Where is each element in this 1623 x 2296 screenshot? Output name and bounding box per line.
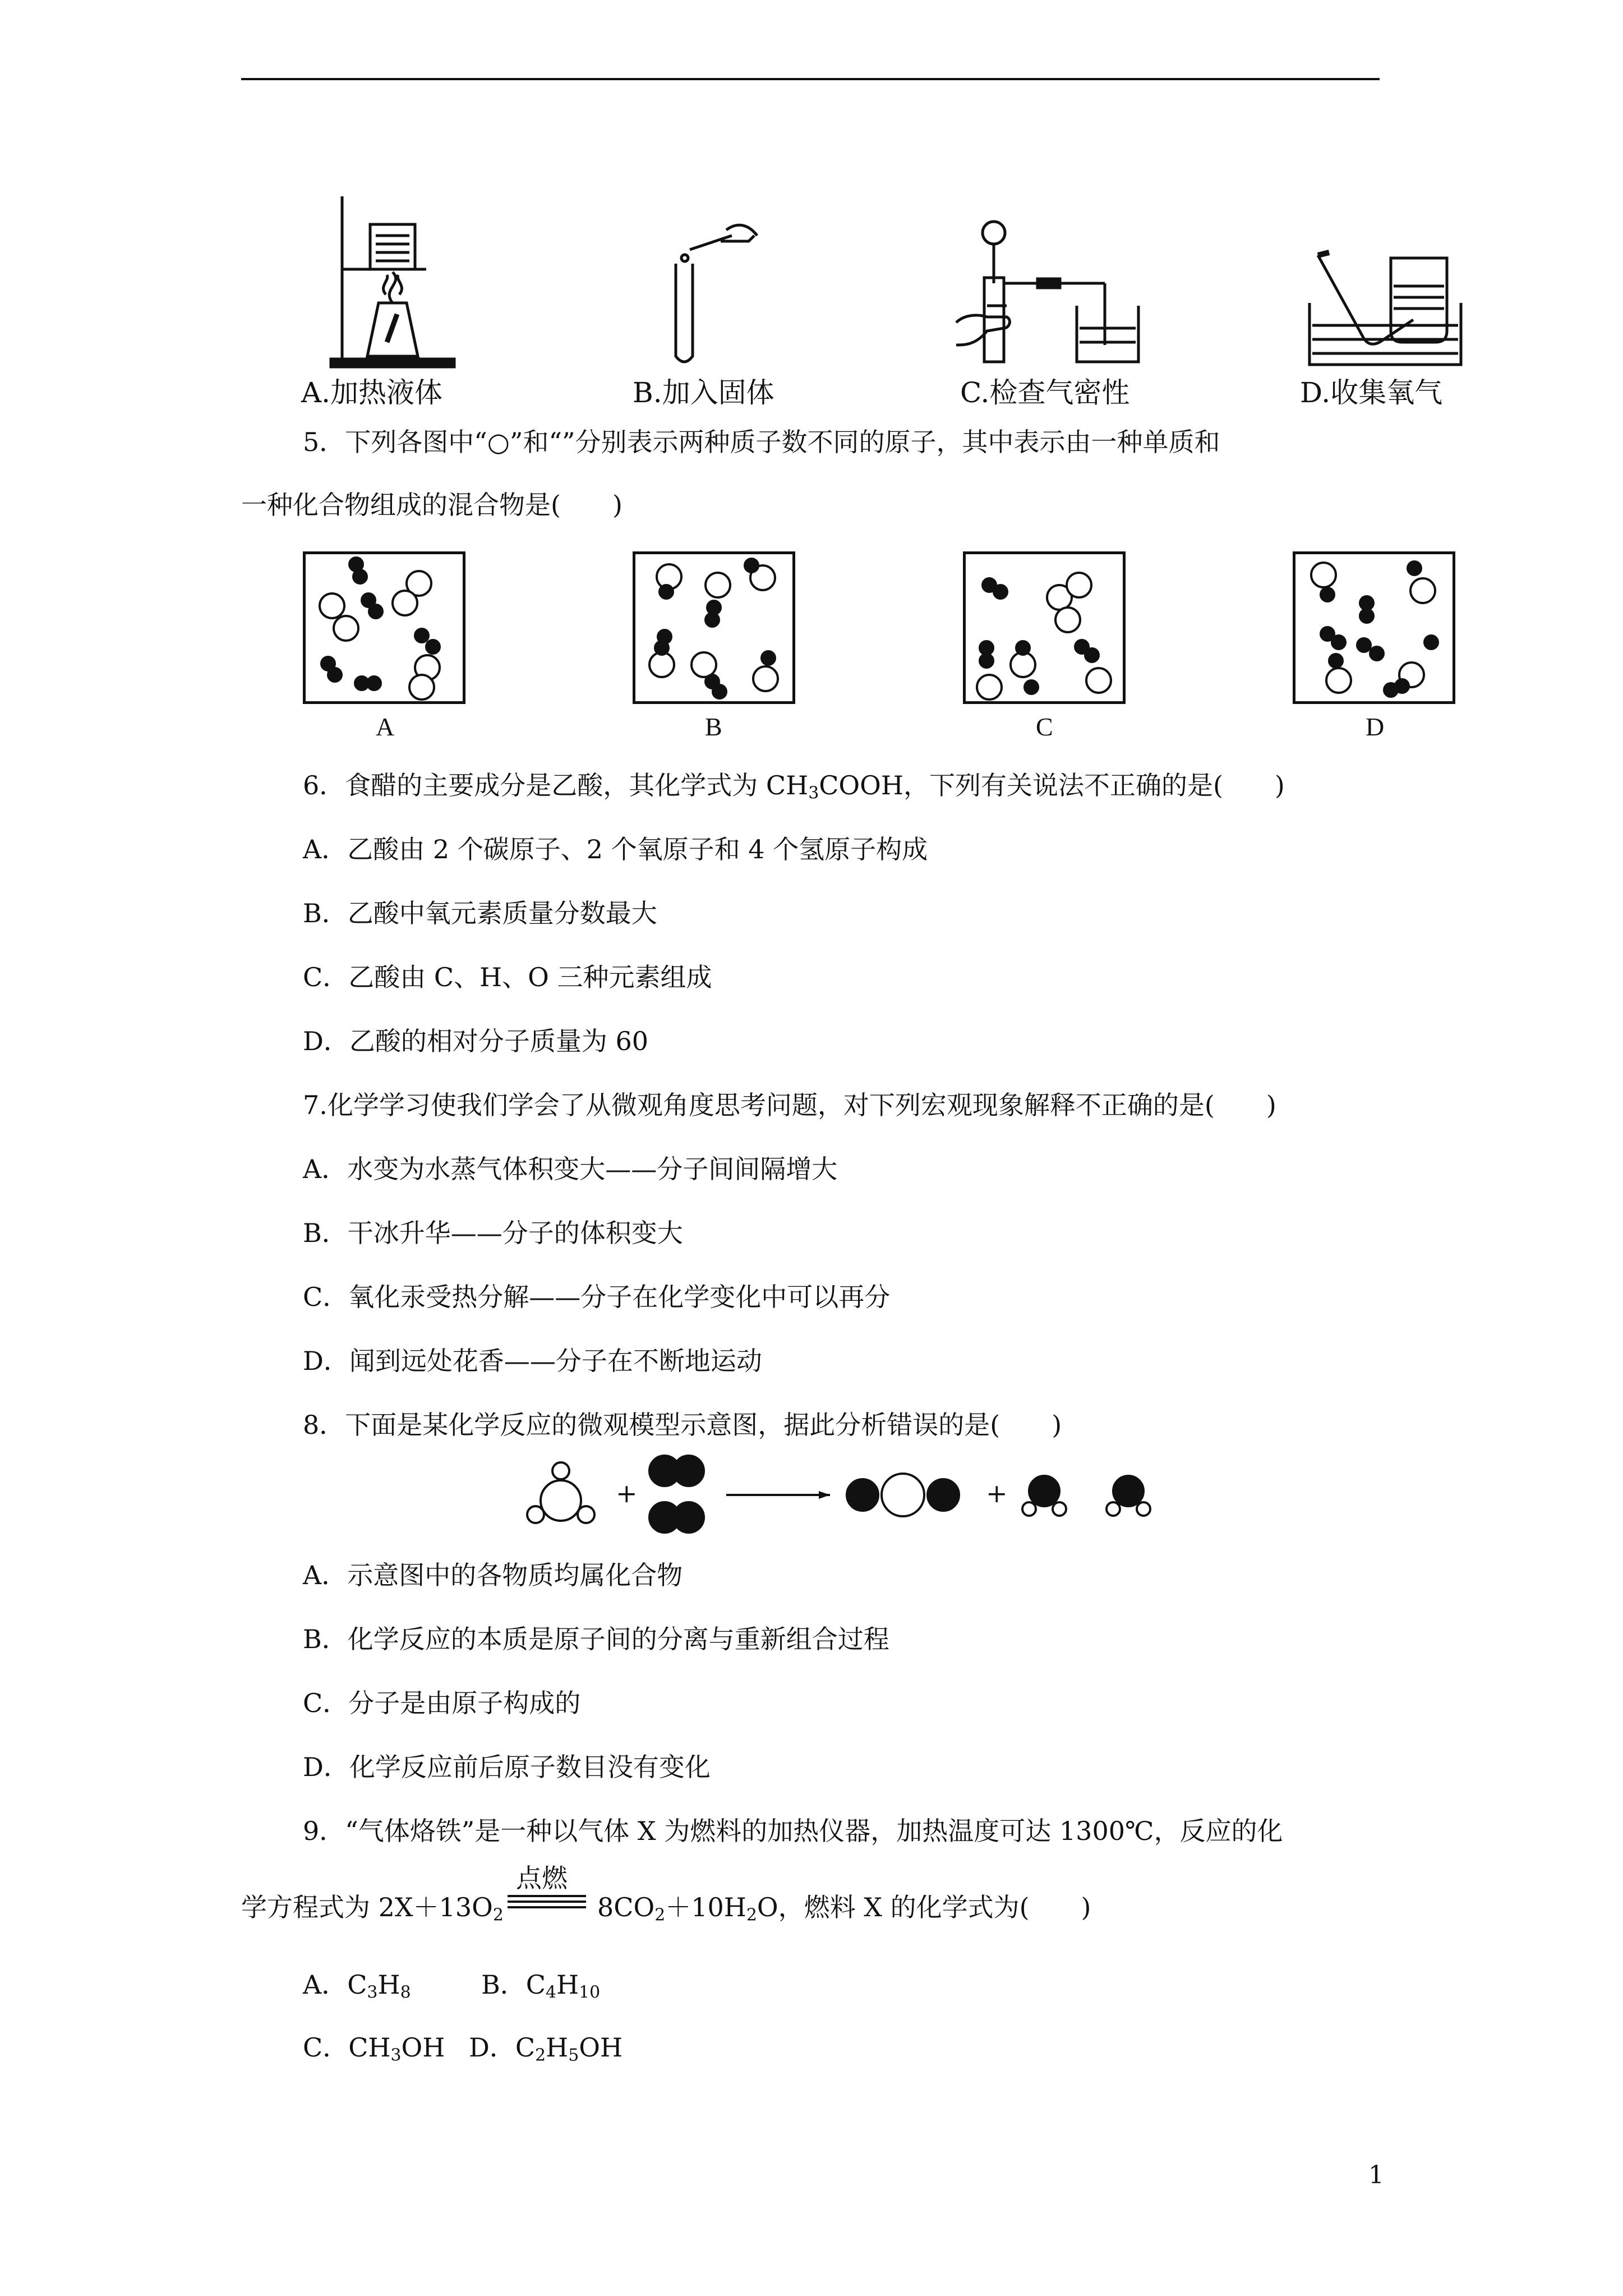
q9-equation-left: 学方程式为 $2X+13O_2$ <box>241 1892 504 1925</box>
q9-option-a: A．$C_3H_8$ <box>303 1970 411 2003</box>
q8-plus-sign-2: + <box>986 1478 1008 1508</box>
q7-option-b: B．干冰升华——分子的体积变大 <box>303 1218 683 1248</box>
q5-label-c: C <box>1036 712 1053 741</box>
apparatus-adding-solid-figure <box>665 213 760 370</box>
q5-particles-b <box>635 554 792 701</box>
q5-stem-line1: 5．下列各图中“○”和“”分别表示两种质子数不同的原子，其中表示由一种单质和 <box>303 427 1220 457</box>
q9-equals-bars <box>508 1895 586 1908</box>
q9-reaction-condition: 点燃 <box>516 1863 568 1893</box>
q5-particles-a <box>306 554 463 701</box>
q7-option-a: A．水变为水蒸气体积变大——分子间间隔增大 <box>303 1154 838 1184</box>
q7-stem: 7.化学学习使我们学会了从微观角度思考问题，对下列宏观现象解释不正确的是( ) <box>303 1090 1276 1120</box>
q5-box-c <box>963 551 1126 704</box>
q5-particles-c <box>966 554 1123 701</box>
q5-label-b: B <box>705 712 722 741</box>
q8-stem: 8．下面是某化学反应的微观模型示意图，据此分析错误的是( ) <box>303 1410 1062 1440</box>
q9-option-b: B．$C_4H_{10}$ <box>481 1970 601 2003</box>
q8-plus-sign-1: + <box>616 1478 638 1508</box>
q7-option-d: D．闻到远处花香——分子在不断地运动 <box>303 1346 762 1376</box>
apparatus-label-b: B.加入固体 <box>633 376 774 409</box>
apparatus-airtightness-check-figure <box>953 216 1155 373</box>
q5-box-a <box>303 551 465 704</box>
q5-stem-line2: 一种化合物组成的混合物是( ) <box>241 490 623 520</box>
q9-equation-right: $8CO_2+10H_2O$，燃料 X 的化学式为( ) <box>597 1892 1091 1925</box>
q9-option-c: C．$CH_3OH$ <box>303 2032 445 2065</box>
q9-stem-line1: 9．“气体烙铁”是一种以气体 X 为燃料的加热仪器，加热温度可达 1300℃，反应的化 <box>303 1816 1283 1846</box>
q8-option-c: C．分子是由原子构成的 <box>303 1688 581 1718</box>
apparatus-label-d: D.收集氧气 <box>1300 376 1443 409</box>
q6-option-a: A．乙酸由 2 个碳原子、2 个氧原子和 4 个氢原子构成 <box>303 834 928 864</box>
q6-option-b: B．乙酸中氧元素质量分数最大 <box>303 898 657 928</box>
page-number: 1 <box>1368 2161 1384 2189</box>
q6-option-d: D．乙酸的相对分子质量为 60 <box>303 1026 649 1056</box>
q6-option-c: C．乙酸由 C、H、O 三种元素组成 <box>303 962 712 992</box>
q7-option-c: C．氧化汞受热分解——分子在化学变化中可以再分 <box>303 1282 891 1312</box>
q5-label-a: A <box>376 712 395 741</box>
header-rule <box>241 78 1380 80</box>
q5-label-d: D <box>1366 712 1385 741</box>
q5-box-b <box>633 551 795 704</box>
apparatus-heating-liquid-figure <box>325 191 460 370</box>
q8-option-b: B．化学反应的本质是原子间的分离与重新组合过程 <box>303 1624 889 1654</box>
apparatus-collecting-oxygen-figure <box>1307 252 1464 370</box>
q5-box-d <box>1293 551 1455 704</box>
q5-particles-d <box>1295 554 1453 701</box>
apparatus-label-a: A.加热液体 <box>301 376 443 409</box>
apparatus-label-c: C.检查气密性 <box>960 376 1130 409</box>
q6-stem: 6．食醋的主要成分是乙酸，其化学式为 $CH_3COOH$，下列有关说法不正确的是( ) <box>303 770 1285 803</box>
q9-option-d: D．$C_2H_5OH$ <box>469 2032 623 2065</box>
q8-option-a: A．示意图中的各物质均属化合物 <box>303 1560 683 1590</box>
q8-option-d: D．化学反应前后原子数目没有变化 <box>303 1752 711 1782</box>
